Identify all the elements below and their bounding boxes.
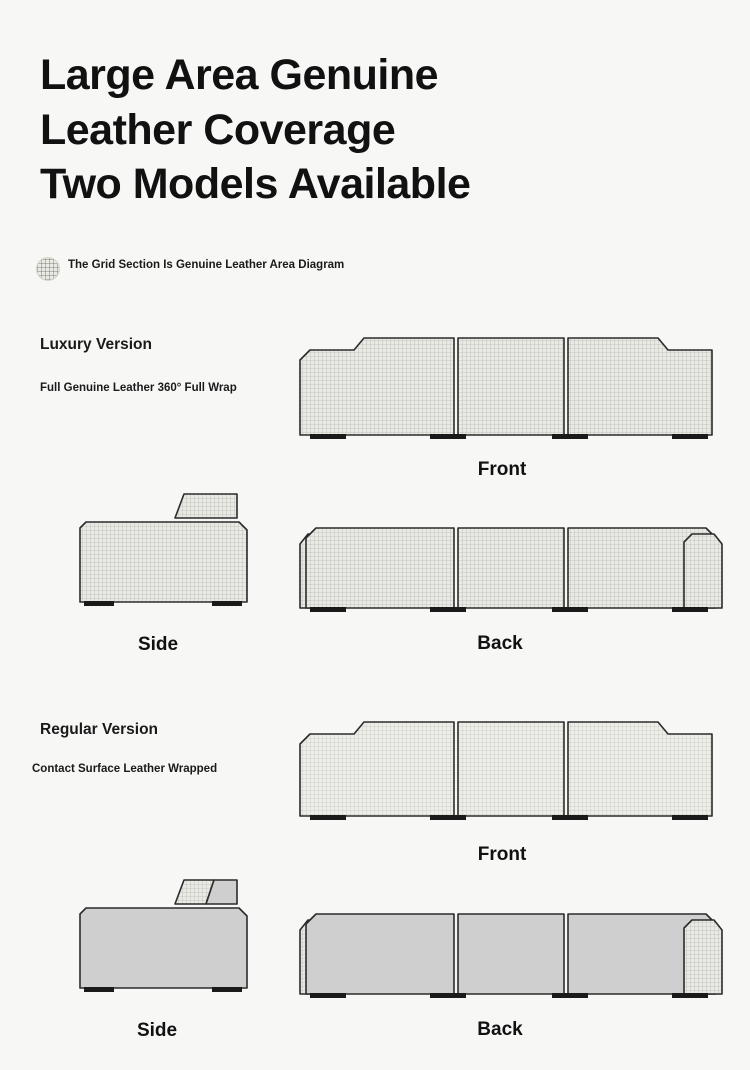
sofa-side-regular — [74, 872, 260, 997]
caption-back-regular: Back — [477, 1019, 523, 1040]
headline-line-2: Leather Coverage — [40, 105, 396, 154]
caption-front-regular: Front — [477, 844, 527, 865]
section-title-regular: Regular Version — [40, 721, 159, 738]
headline-line-1: Large Area Genuine — [40, 51, 439, 99]
legend-label: The Grid Section Is Genuine Leather Area Diagram — [68, 259, 345, 271]
caption-side-regular: Side — [136, 1020, 178, 1041]
section-subtitle-luxury: Full Genuine Leather 360° Full Wrap — [40, 382, 237, 394]
sofa-front-luxury — [294, 320, 724, 440]
legend — [36, 256, 366, 281]
caption-back-luxury: Back — [477, 633, 523, 654]
sofa-back-luxury — [294, 500, 724, 612]
sofa-back-regular — [294, 886, 724, 998]
section-subtitle-regular: Contact Surface Leather Wrapped — [32, 763, 218, 775]
section-title-luxury: Luxury Version — [40, 336, 152, 353]
sofa-side-luxury — [74, 486, 260, 611]
headline-line-3: Two Models Available — [40, 160, 471, 209]
page-title — [40, 48, 680, 212]
caption-side-luxury: Side — [137, 634, 179, 655]
grid-swatch-icon — [36, 257, 60, 281]
sofa-front-regular — [294, 706, 724, 821]
caption-front-luxury: Front — [477, 459, 527, 480]
